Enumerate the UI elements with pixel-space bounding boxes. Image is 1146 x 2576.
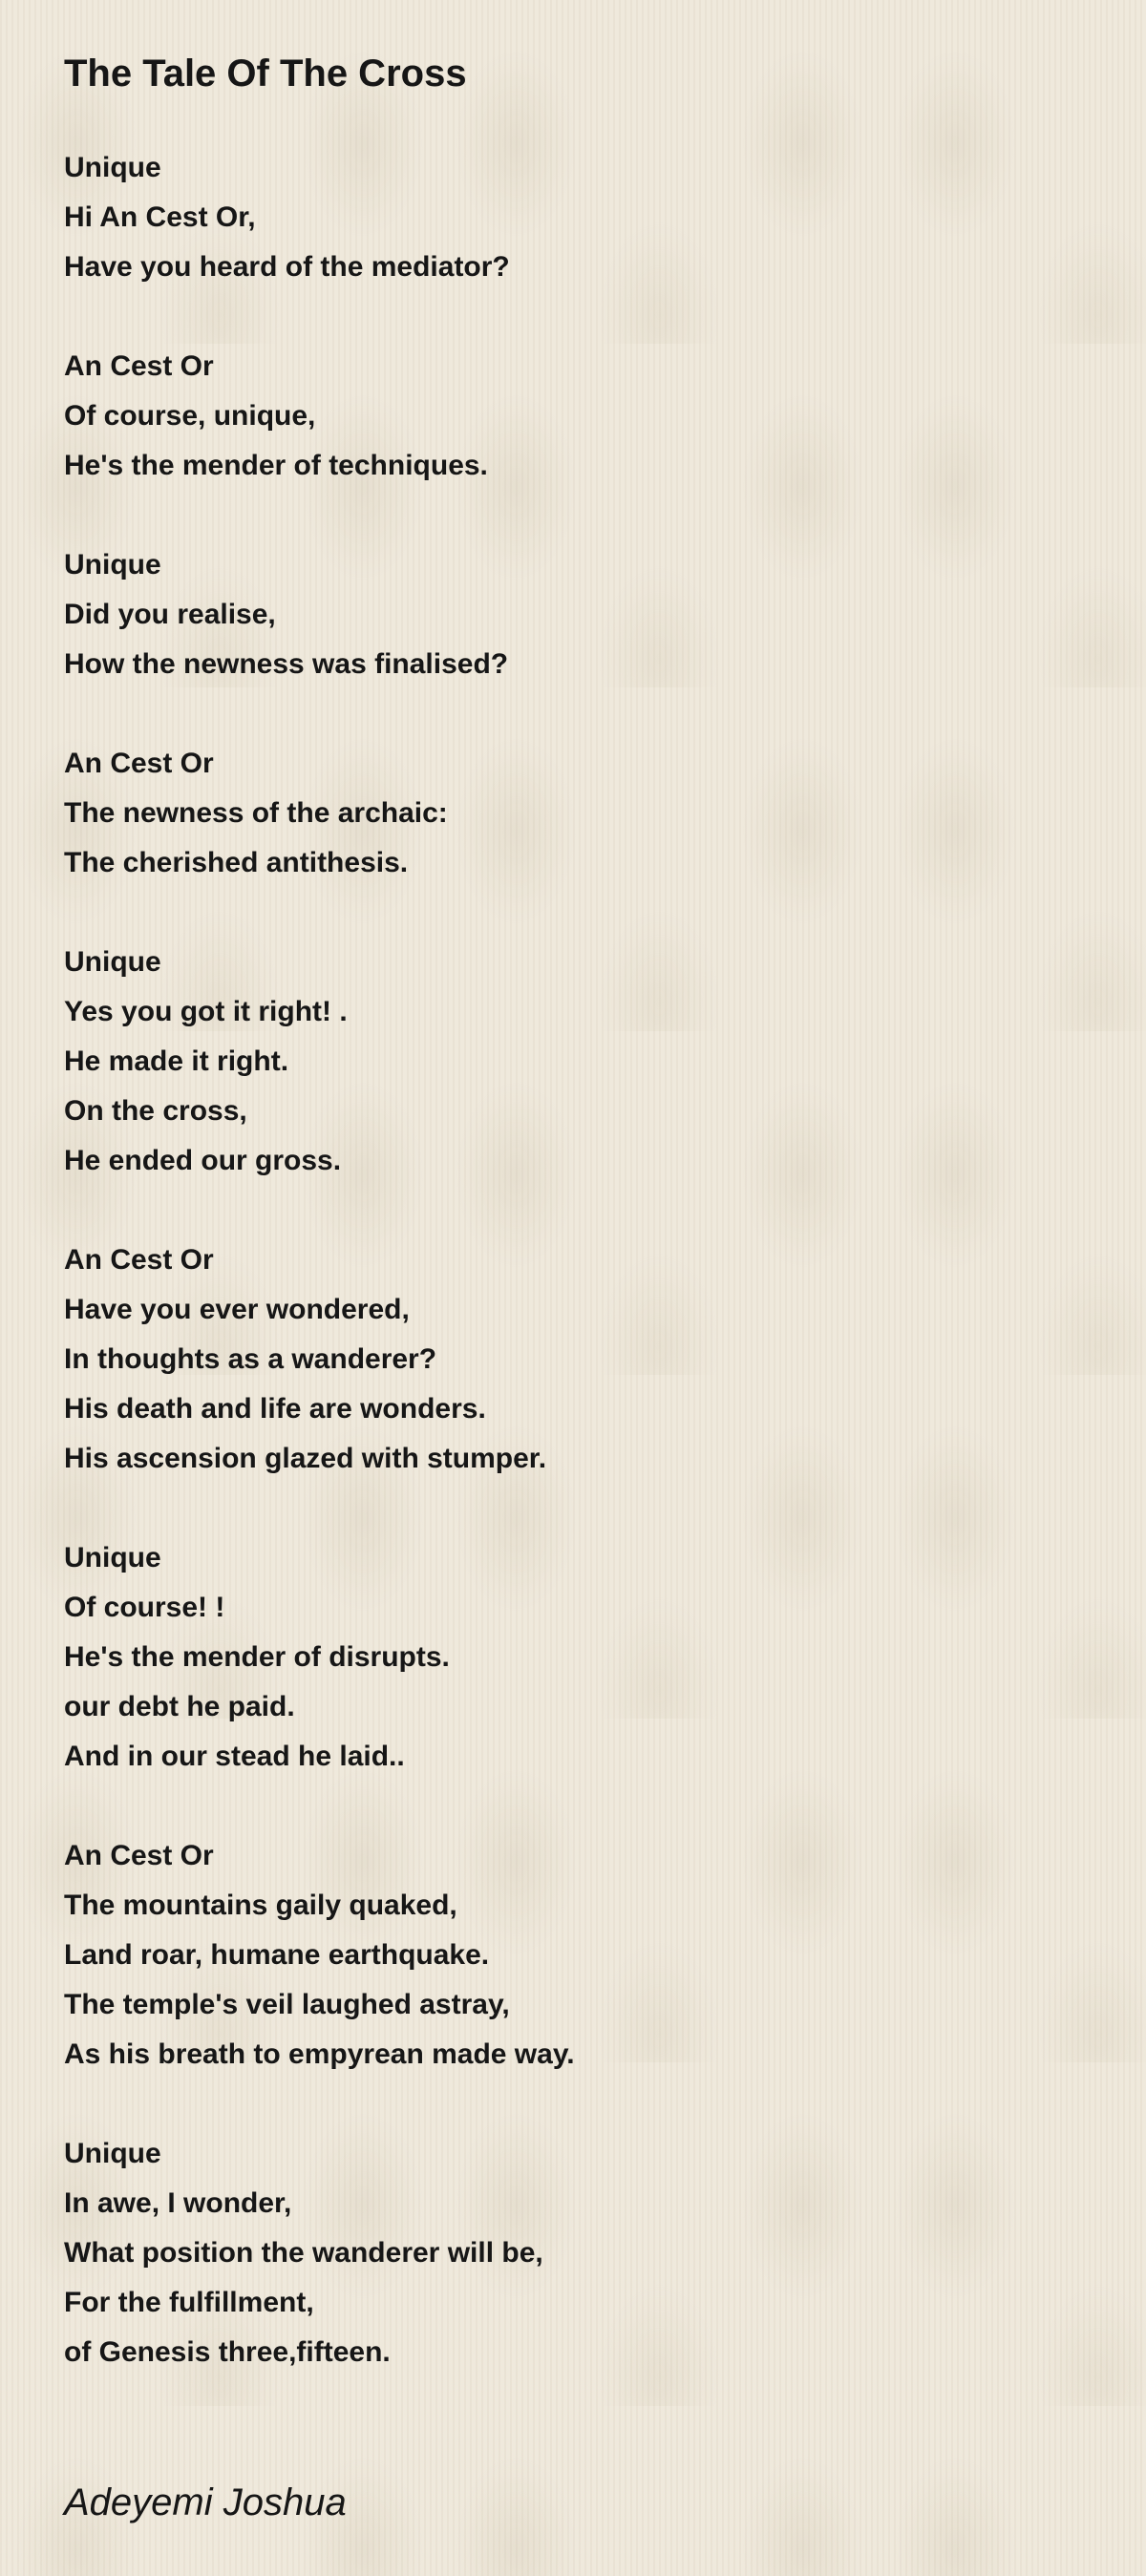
speaker-name: Unique bbox=[64, 1542, 161, 1573]
poem-stanza bbox=[64, 540, 1095, 689]
poem-stanza bbox=[64, 143, 1095, 292]
poem-line: Have you ever wondered, bbox=[64, 1294, 410, 1325]
poem-line: Of course, unique, bbox=[64, 400, 316, 432]
poem-line: His death and life are wonders. bbox=[64, 1393, 486, 1425]
poem-line: Land roar, humane earthquake. bbox=[64, 1939, 490, 1971]
poem-stanza bbox=[64, 1533, 1095, 1782]
speaker-name: An Cest Or bbox=[64, 748, 214, 779]
poem-line: What position the wanderer will be, bbox=[64, 2237, 543, 2269]
poem-line: Did you realise, bbox=[64, 599, 276, 630]
poem-line: Have you heard of the mediator? bbox=[64, 251, 510, 283]
poem-line: our debt he paid. bbox=[64, 1691, 295, 1722]
speaker-name: Unique bbox=[64, 946, 161, 978]
poem-line: Yes you got it right! . bbox=[64, 996, 348, 1027]
poem-line: He made it right. bbox=[64, 1045, 289, 1077]
poem-page bbox=[64, 50, 1095, 2427]
poem-stanza bbox=[64, 342, 1095, 491]
poem-line: The mountains gaily quaked, bbox=[64, 1890, 457, 1921]
poem-line: As his breath to empyrean made way. bbox=[64, 2038, 575, 2070]
poem-line: And in our stead he laid.. bbox=[64, 1741, 405, 1772]
poem-line: He's the mender of disrupts. bbox=[64, 1641, 450, 1673]
poem-stanza bbox=[64, 1235, 1095, 1484]
poem-stanza bbox=[64, 1831, 1095, 2080]
poem-line: The newness of the archaic: bbox=[64, 797, 448, 829]
poem-line: Hi An Cest Or, bbox=[64, 201, 256, 233]
speaker-name: An Cest Or bbox=[64, 1840, 214, 1871]
poem-line: For the fulfillment, bbox=[64, 2287, 314, 2318]
speaker-name: Unique bbox=[64, 2138, 161, 2169]
poem-line: In awe, I wonder, bbox=[64, 2187, 292, 2219]
speaker-name: An Cest Or bbox=[64, 1244, 214, 1276]
poem-line: Of course! ! bbox=[64, 1592, 225, 1623]
poem-author: Adeyemi Joshua bbox=[64, 2481, 347, 2523]
poem-line: On the cross, bbox=[64, 1095, 247, 1127]
poem-stanza bbox=[64, 938, 1095, 1186]
poem-stanza bbox=[64, 2129, 1095, 2377]
speaker-name: Unique bbox=[64, 549, 161, 581]
poem-line: His ascension glazed with stumper. bbox=[64, 1443, 547, 1474]
poem-line: He's the mender of techniques. bbox=[64, 450, 488, 481]
poem-stanza bbox=[64, 739, 1095, 888]
poem-line: of Genesis three,fifteen. bbox=[64, 2336, 391, 2368]
poem-line: The temple's veil laughed astray, bbox=[64, 1989, 510, 2020]
poem-title: The Tale Of The Cross bbox=[64, 53, 467, 95]
speaker-name: An Cest Or bbox=[64, 350, 214, 382]
poem-line: He ended our gross. bbox=[64, 1145, 342, 1176]
poem-line: In thoughts as a wanderer? bbox=[64, 1343, 437, 1375]
poem-line: How the newness was finalised? bbox=[64, 648, 509, 680]
poem-line: The cherished antithesis. bbox=[64, 847, 409, 878]
poem-body bbox=[64, 143, 1095, 2377]
speaker-name: Unique bbox=[64, 152, 161, 183]
